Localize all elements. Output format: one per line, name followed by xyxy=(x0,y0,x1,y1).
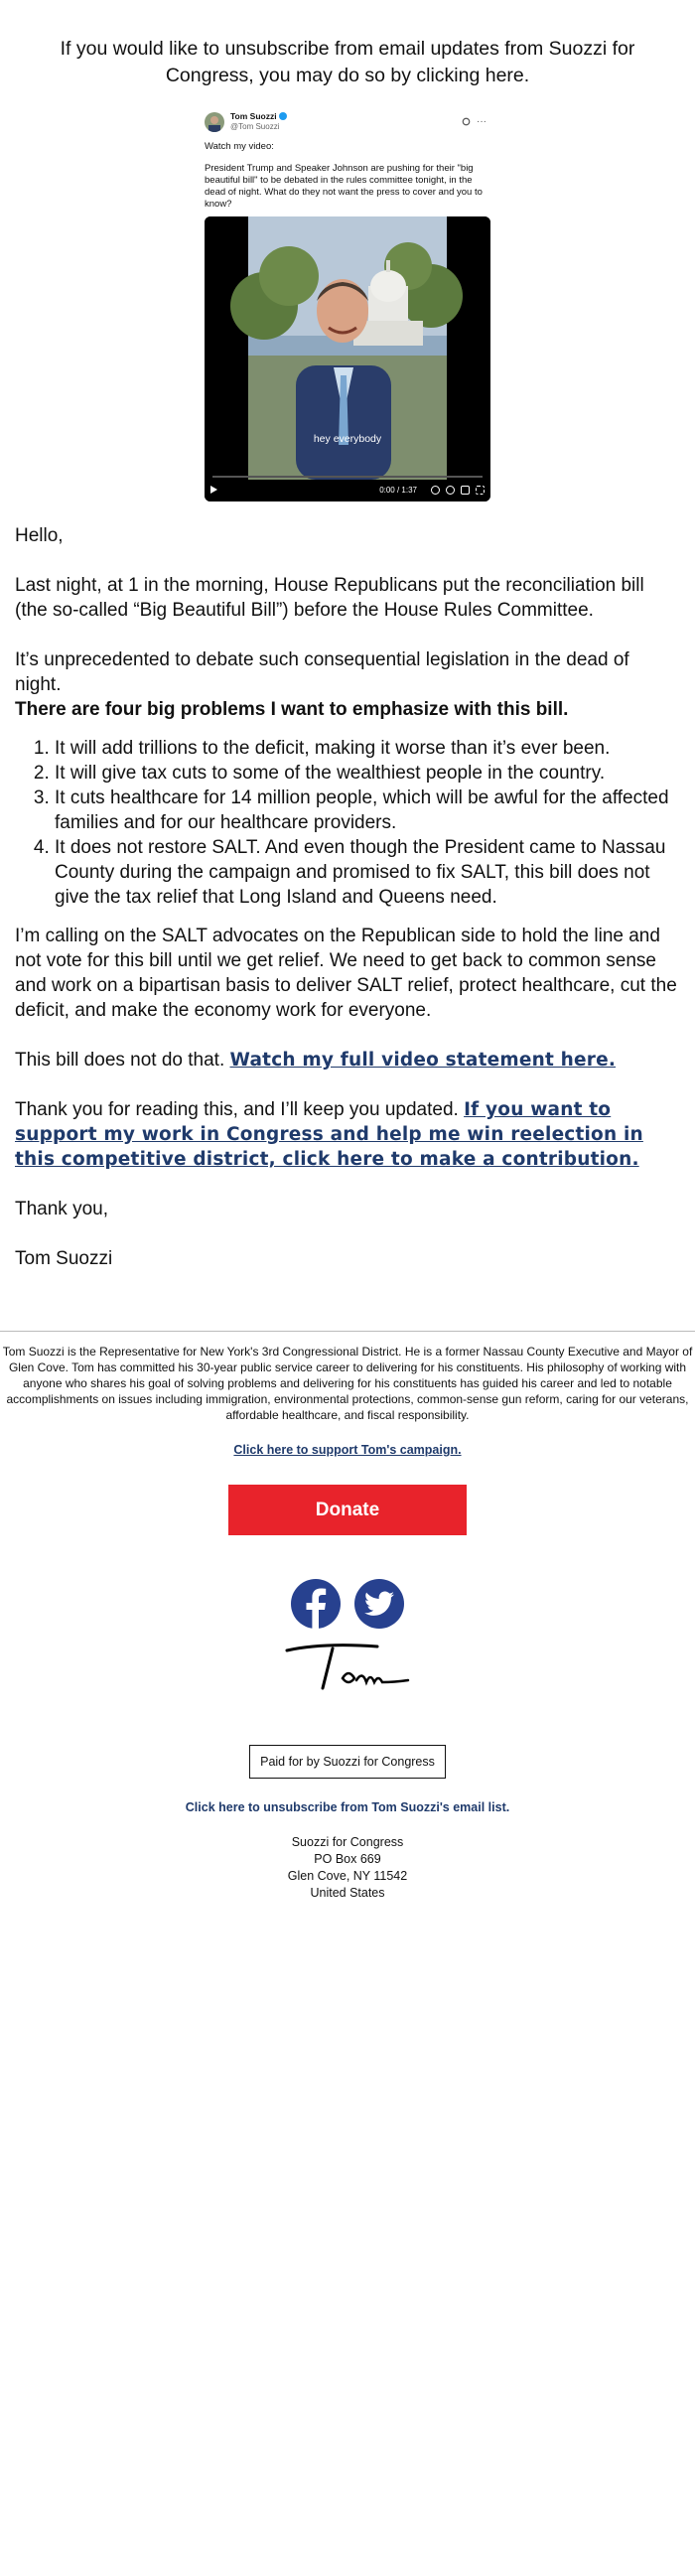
tweet-intro: Watch my video: xyxy=(205,141,274,152)
paragraph-4-text: This bill does not do that. xyxy=(15,1050,230,1071)
paragraph-5-text: Thank you for reading this, and I’ll keep you updated. xyxy=(15,1099,465,1120)
play-icon[interactable] xyxy=(210,486,217,494)
list-item: 3. It cuts healthcare for 14 million people, which will be awful for the affected families and for our healthcare providers. xyxy=(55,786,680,835)
tweet-body: President Trump and Speaker Johnson are pushing for their "big beautiful bill" to be debated in the rules committee tonight, in the dead of night. What do they not want the press to cover and you to know? xyxy=(205,163,483,210)
paragraph-3: I’m calling on the SALT advocates on the Republican side to hold the line and not vote for this bill until we get relief. We need to get back to common sense and work on a bipartisan basis to deliver SALT relief, protect healthcare, cut the deficit, and make the economy work for everyone. xyxy=(15,926,677,1021)
tweet-menu[interactable] xyxy=(462,116,486,127)
avatar xyxy=(205,112,224,132)
verified-icon xyxy=(279,112,287,120)
video-caption: hey everybody xyxy=(313,433,382,445)
paragraph-2 xyxy=(15,647,680,722)
closing: Thank you, xyxy=(15,1199,108,1219)
signature-name: Tom Suozzi xyxy=(15,1248,113,1269)
embedded-tweet[interactable] xyxy=(205,111,490,501)
donate-button[interactable]: Donate xyxy=(228,1485,467,1535)
paid-for-notice: Paid for by Suozzi for Congress xyxy=(249,1745,446,1779)
support-campaign-link[interactable]: Click here to support Tom's campaign. xyxy=(233,1443,462,1457)
video-controls xyxy=(205,478,490,501)
paragraph-2-text: It’s unprecedented to debate such consequential legislation in the dead of night. xyxy=(15,649,629,695)
tweet-author xyxy=(230,111,462,132)
address-line: Suozzi for Congress xyxy=(291,1835,404,1849)
bio: Tom Suozzi is the Representative for New York's 3rd Congressional District. He is a former Nassau County Executive and Mayor of Glen Cove. Tom has committed his 30-year public service career to delivering for his constituents. His philosophy of working with anyone who shares his goal of solving problems and delivering for his constituents has guided his career and led to notable accomplishments on issues including immigration, environmental protections, common-sense gun reform, caring for our veterans, affordable healthcare, and fiscal responsibility. xyxy=(2,1345,693,1422)
paragraph-4 xyxy=(15,1048,680,1073)
video-frame xyxy=(205,216,490,501)
footer xyxy=(0,1344,695,1902)
footer-divider xyxy=(0,1331,695,1332)
paragraph-2-emphasis: There are four big problems I want to emphasize with this bill. xyxy=(15,699,569,720)
more-options-icon[interactable]: ··· xyxy=(477,116,486,127)
handwritten-signature xyxy=(283,1639,412,1694)
address-line: Glen Cove, NY 11542 xyxy=(287,1869,408,1883)
unsubscribe-notice-text[interactable]: If you would like to unsubscribe from email updates from Suozzi for Congress, you may do so by clicking here. xyxy=(60,38,635,86)
tweet-author-handle: @Tom Suozzi xyxy=(230,122,280,131)
video-time: 0:00 / 1:37 xyxy=(379,485,417,495)
twitter-icon[interactable] xyxy=(354,1579,404,1629)
address-line: PO Box 669 xyxy=(314,1852,381,1866)
grok-icon[interactable] xyxy=(462,117,471,126)
unsubscribe-list-link[interactable]: Click here to unsubscribe from Tom Suozzi's email list. xyxy=(185,1800,510,1814)
list-item: 2. It will give tax cuts to some of the wealthiest people in the country. xyxy=(55,761,680,786)
address-line: United States xyxy=(310,1886,385,1900)
problems-list xyxy=(15,736,680,910)
contribution-link[interactable]: If you want to support my work in Congress and help me win reelection in this competitive district, click here to make a contribution. xyxy=(15,1099,643,1170)
facebook-icon[interactable] xyxy=(291,1579,341,1629)
tweet-author-name: Tom Suozzi xyxy=(230,111,277,121)
fullscreen-icon[interactable] xyxy=(476,486,485,495)
tweet-header xyxy=(205,111,490,132)
unsubscribe-notice[interactable] xyxy=(0,0,695,89)
greeting: Hello, xyxy=(15,525,64,546)
list-item: 1. It will add trillions to the deficit, making it worse than it’s ever been. xyxy=(55,736,680,761)
settings-icon[interactable] xyxy=(446,486,455,495)
captions-icon[interactable] xyxy=(461,486,470,495)
mute-icon[interactable] xyxy=(431,486,440,495)
tweet-video[interactable] xyxy=(205,216,490,501)
mailing-address xyxy=(0,1834,695,1902)
social-links xyxy=(0,1579,695,1629)
letter-body xyxy=(0,523,695,1271)
paragraph-5 xyxy=(15,1097,680,1172)
list-item: 4. It does not restore SALT. And even though the President came to Nassau County during the campaign and promised to fix SALT, this bill does not give the tax relief that Long Island and Queens need. xyxy=(55,835,680,910)
paragraph-1: Last night, at 1 in the morning, House Republicans put the reconciliation bill (the so-called “Big Beautiful Bill”) before the House Rules Committee. xyxy=(15,575,644,621)
watch-video-link[interactable]: Watch my full video statement here. xyxy=(229,1050,617,1071)
